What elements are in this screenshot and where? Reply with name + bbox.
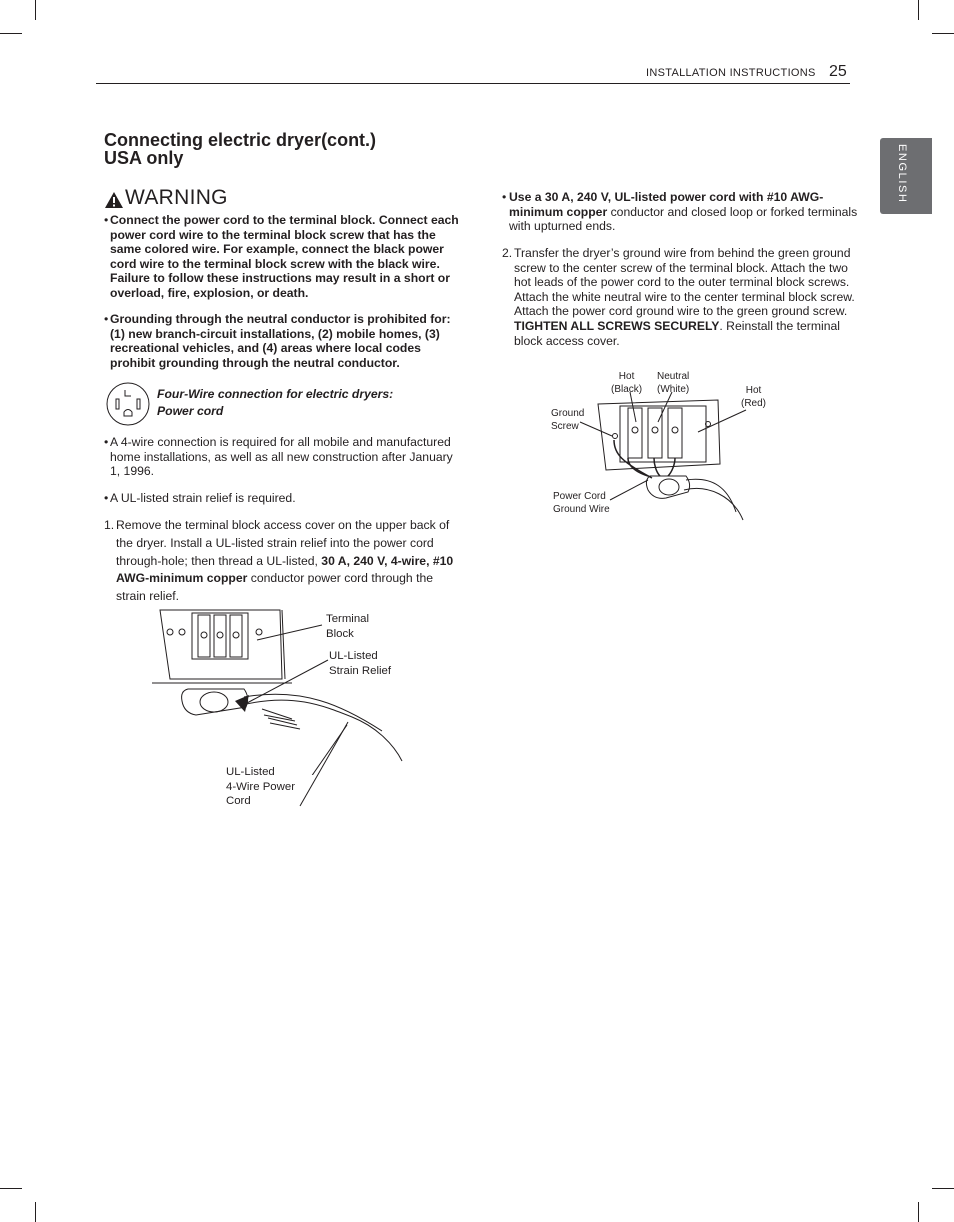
step-2-text: [514, 246, 864, 348]
four-wire-bullet-1: [104, 435, 464, 479]
step-2: [502, 246, 864, 348]
warning-triangle-icon: [104, 191, 124, 209]
label-ground-screw: [551, 408, 584, 433]
step-1-text: [116, 517, 462, 606]
four-wire-bullet-1-text: A 4-wire connection is required for all mobile and manufactured home installations, as well as all new construction after January 1, 1996.: [110, 435, 453, 479]
crop-mark: [918, 0, 919, 20]
label-power-cord-line3: Cord: [226, 795, 251, 807]
page-number: 25: [829, 63, 847, 80]
step-1-number: 1.: [104, 518, 115, 532]
warning-bullet-2: [104, 312, 462, 370]
label-neutral: [657, 371, 689, 396]
warning-bullet-1-text: Connect the power cord to the terminal block. Connect each power cord wire to the terminal block screw that has the same colored wire. For example, connect the black power cord wire to the terminal block screw with the black wire. Failure to follow these instructions may result in a short or overload, fire, explosion, or death.: [110, 213, 459, 300]
crop-mark: [0, 33, 22, 34]
label-power-cord-ground: [553, 491, 610, 516]
label-ground-screw-line2: Screw: [551, 420, 579, 432]
crop-mark: [932, 1188, 954, 1189]
step-2-number: 2.: [502, 246, 513, 260]
label-strain-relief-line1: UL-Listed: [329, 650, 378, 662]
bullet-dot: •: [502, 190, 507, 204]
step-2-text-b: . Reinstall the terminal block access cover.: [514, 318, 840, 348]
power-cord-leader: [298, 720, 378, 810]
step-1: [104, 517, 462, 606]
four-wire-heading-line2: Power cord: [157, 404, 224, 418]
crop-mark: [918, 1202, 919, 1222]
label-power-cord-line2: 4-Wire Power: [226, 780, 295, 793]
language-tab-label: ENGLISH: [896, 144, 908, 204]
four-wire-heading: [157, 386, 393, 420]
four-wire-outlet-icon: [105, 381, 151, 427]
page-title: [104, 131, 376, 167]
cord-spec-bold: Use a 30 A, 240 V, UL-listed power cord with #10 AWG-minimum copper: [509, 190, 824, 219]
label-strain-relief: [329, 649, 391, 678]
crop-mark: [35, 1202, 36, 1222]
cord-spec-text: [509, 190, 858, 234]
step-1-text-b: conductor power cord through the strain relief.: [116, 571, 434, 604]
label-terminal-block-line1: Terminal: [326, 613, 370, 625]
label-hot-black-line1: Hot: [618, 371, 635, 382]
warning-title: WARNING: [125, 186, 228, 209]
header-rule: [96, 83, 850, 84]
label-terminal-block-line2: Block: [326, 627, 354, 640]
page-title-line1: Connecting electric dryer(cont.): [104, 130, 377, 150]
label-hot-black-line2: (Black): [611, 383, 643, 395]
label-power-cord-line1: UL-Listed: [226, 766, 275, 778]
four-wire-bullet-2-text: A UL-listed strain relief is required.: [110, 491, 296, 505]
step-1-text-bold: 30 A, 240 V, 4-wire, #10 AWG-minimum copper: [116, 553, 454, 586]
language-tab: [880, 138, 932, 214]
bullet-dot: •: [104, 312, 109, 326]
bullet-dot: •: [104, 213, 109, 227]
step-2-text-a: Transfer the dryer’s ground wire from behind the green ground screw to the center screw of the terminal block. Attach the two hot leads of the power cord to the outer terminal block screws. Attach the white neutral wire to the center terminal block screw. Attach the power cord ground wire to the green ground screw.: [514, 246, 855, 319]
cord-spec-bullet: [502, 190, 858, 234]
crop-mark: [932, 33, 954, 34]
label-strain-relief-line2: Strain Relief: [329, 664, 392, 677]
bullet-dot: •: [104, 491, 109, 505]
label-neutral-line1: Neutral: [657, 371, 690, 382]
label-hot-red: [741, 385, 766, 410]
page-title-line2: USA only: [104, 148, 184, 168]
step-2-text-bold: TIGHTEN ALL SCREWS SECURELY: [514, 318, 720, 333]
label-power-cord-ground-line1: Power Cord: [553, 491, 606, 502]
label-ground-screw-line1: Ground: [551, 408, 585, 419]
warning-bullet-1: [104, 213, 462, 301]
label-power-cord-ground-line2: Ground Wire: [553, 503, 610, 515]
cord-spec-rest: conductor and closed loop or forked terminals with upturned ends.: [509, 204, 858, 234]
warning-bullet-2-text: Grounding through the neutral conductor is prohibited for: (1) new branch-circuit installations, (2) mobile homes, (3) recreational vehicles, and (4) areas where local codes prohibit grounding through the neutral conductor.: [110, 312, 451, 370]
bullet-dot: •: [104, 435, 109, 449]
crop-mark: [0, 1188, 22, 1189]
step-1-text-a: Remove the terminal block access cover on the upper back of the dryer. Install a UL-listed strain relief into the power cord through-hole; then thread a UL-listed,: [116, 518, 450, 568]
four-wire-bullet-2: [104, 491, 464, 506]
label-hot-red-line2: (Red): [741, 397, 767, 409]
crop-mark: [35, 0, 36, 20]
label-terminal-block: [326, 612, 369, 641]
header-section: INSTALLATION INSTRUCTIONS: [646, 67, 816, 79]
four-wire-heading-line1: Four-Wire connection for electric dryers:: [157, 387, 394, 401]
label-power-cord: [226, 765, 295, 809]
label-hot-black: [611, 371, 642, 396]
label-neutral-line2: (White): [657, 383, 690, 395]
label-hot-red-line1: Hot: [745, 385, 762, 396]
